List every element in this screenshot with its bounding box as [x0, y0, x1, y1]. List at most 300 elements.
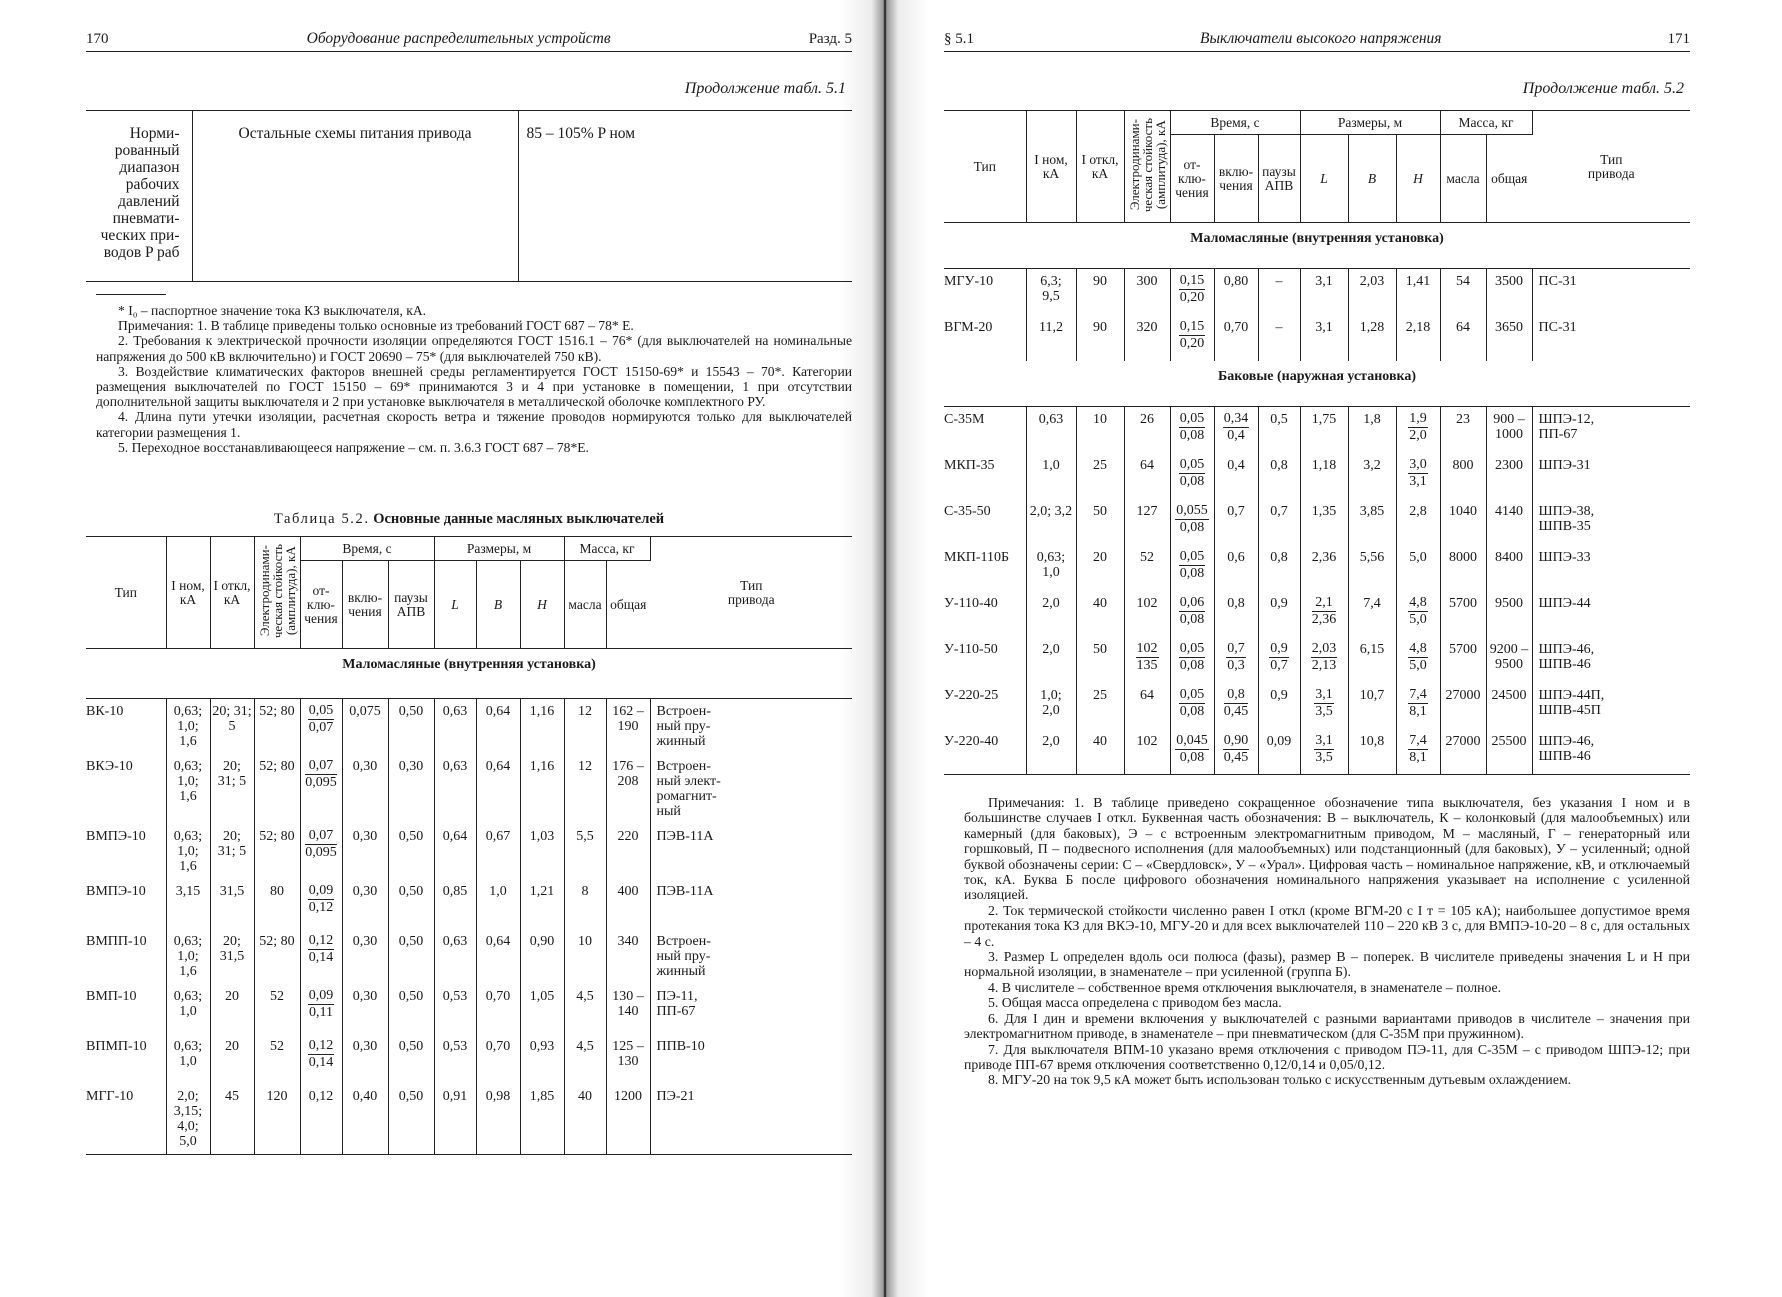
cell-mass-total-text: 340: [617, 934, 639, 950]
cell-drive: [650, 879, 852, 929]
cell-B-text: 1,28: [1359, 319, 1385, 335]
cell-B: [476, 824, 520, 879]
cell-mass-oil-text: 40: [578, 1089, 592, 1105]
cell-B-text: 0,64: [485, 759, 511, 775]
cell-drive-text: ШПЭ-33: [1538, 549, 1591, 565]
cell-time-on-fraction: [1226, 642, 1246, 673]
cell-time-off: [300, 1034, 342, 1084]
cell-type: [86, 824, 166, 879]
cell-time-off-numerator: 0,15: [1179, 318, 1205, 334]
table-header-row: [86, 537, 852, 561]
cell-inom-text: 0,63; 1,0; 1,6: [173, 704, 203, 750]
cell-L-text: 0,63: [442, 934, 468, 950]
table-row: [86, 699, 852, 755]
cell-time-apv: [388, 699, 434, 755]
cell-H-denominator: 5,0: [1409, 657, 1427, 673]
cell-L-text: 1,75: [1311, 412, 1337, 427]
left-note-1: Примечания: 1. В таблице приведены только основные из требований ГОСТ 687 – 78* Е.: [118, 318, 634, 334]
cell-time-off: [1170, 637, 1214, 683]
cell-L-denominator: 3,5: [1315, 703, 1333, 719]
cell-time-off-numerator: 0,055: [1176, 502, 1208, 518]
section-title: Баковые (наружная установка): [944, 361, 1690, 407]
cell-mass-total-text: 220: [617, 829, 639, 845]
table-row: [86, 1034, 852, 1084]
cell-type: [944, 591, 1026, 637]
cell-B: [1348, 269, 1396, 315]
cell-B: [476, 699, 520, 755]
cell-B-text: 5,56: [1359, 549, 1385, 565]
cell-time-on-denominator: 0,45: [1223, 749, 1249, 765]
cell-L-text: 1,18: [1311, 457, 1337, 473]
cell-type: [944, 315, 1026, 361]
cell-mass-total: [1486, 453, 1532, 499]
cell-inom-text: 0,63: [1038, 412, 1064, 427]
cell-mass-total-text: 1200: [614, 1089, 642, 1105]
cell-B-text: 1,0: [489, 884, 507, 900]
cell-drive: [650, 929, 852, 984]
cell-iotkl: [210, 699, 254, 755]
section-title: Маломасляные (внутренняя установка): [944, 223, 1690, 269]
cell-electro: [1124, 499, 1170, 545]
cell-time-on: [1214, 545, 1258, 591]
cell-L: [434, 929, 476, 984]
cell-electro: [254, 824, 300, 879]
cell-inom-text: 0,63; 1,0: [173, 1039, 203, 1070]
cell-electro: [254, 1084, 300, 1155]
cell-drive: [1532, 683, 1690, 729]
cell-time-off-numerator: 0,05: [1179, 548, 1205, 564]
col-time-apv-text: паузы АПВ: [1262, 163, 1296, 193]
cell-mass-total: [1486, 269, 1532, 315]
cell-type-text: ВПМП-10: [86, 1039, 147, 1055]
cell-mass-oil: [564, 754, 606, 824]
cell-L: [434, 879, 476, 929]
cell-time-off: [1170, 453, 1214, 499]
col-time-on: [342, 561, 388, 649]
cell-time-off-fraction: [1179, 596, 1206, 627]
cell-mass-oil-text: 4,5: [576, 1039, 594, 1055]
col-group-dims: Размеры, м: [434, 537, 564, 561]
right-note-4: 4. В числителе – собственное время отключения выключателя, в знаменателе – полное.: [988, 979, 1502, 995]
cell-mass-oil: [564, 984, 606, 1034]
cell-electro-text: 127: [1136, 503, 1158, 519]
col-group-mass: Масса, кг: [564, 537, 650, 561]
col-mass-oil: масла: [564, 561, 606, 649]
cell-time-off-fraction: [308, 704, 335, 735]
cell-time-off-fraction: [308, 934, 335, 965]
footnote-rule: [96, 294, 166, 295]
table52-caption: [86, 511, 852, 528]
cell-time-apv-text: –: [1275, 274, 1283, 289]
cell-iotkl: [1076, 729, 1124, 775]
cell-mass-total: [1486, 545, 1532, 591]
section-a-body: [944, 223, 1690, 361]
table-row: [944, 453, 1690, 499]
cell-time-apv: [1258, 729, 1300, 775]
cell-H: [1396, 407, 1440, 453]
cell-H-denominator: 2,0: [1409, 428, 1427, 443]
cell-time-off-numerator: 0,05: [1179, 411, 1205, 426]
table52-caption-title: Основные данные масляных выключателей: [373, 511, 665, 528]
table-row: [944, 269, 1690, 315]
cell-mass-oil: [1440, 453, 1486, 499]
cell-time-apv: [1258, 683, 1300, 729]
cell-H-numerator: 3,0: [1409, 456, 1427, 472]
cell-type: [86, 929, 166, 984]
cell-H-text: 1,16: [529, 759, 555, 775]
cell-mass-oil-text: 23: [1456, 412, 1470, 427]
col-inom: I ном, кА: [166, 537, 210, 649]
cell-time-off: [1170, 591, 1214, 637]
cell-electro-text: 64: [1140, 687, 1154, 703]
table-row: [86, 111, 852, 282]
cell-mass-oil-text: 1040: [1449, 503, 1477, 519]
cell-time-on: [1214, 499, 1258, 545]
cell-time-off: [1170, 729, 1214, 775]
cell-time-apv: [1258, 637, 1300, 683]
cell-H-text: 1,21: [529, 884, 555, 900]
cell-time-off-numerator: 0,12: [308, 1038, 334, 1054]
cell-B-text: 0,64: [485, 704, 511, 720]
cell-electro: [254, 1034, 300, 1084]
cell-time-on-fraction: [1223, 412, 1250, 443]
cell-inom-text: 0,63; 1,0; 1,6: [173, 829, 203, 875]
cell-mass-total: [606, 824, 650, 879]
cell-time-off: [300, 754, 342, 824]
col-time-on-text: вклю- чения: [1218, 163, 1254, 193]
col-time-off-text: от- клю- чения: [1175, 156, 1209, 200]
cell-time-on: [342, 1034, 388, 1084]
cell-L-denominator: 3,5: [1315, 749, 1333, 765]
cell-L-numerator: 2,03: [1311, 640, 1337, 656]
cell-time-apv-text: 0,5: [1270, 412, 1288, 427]
right-note-3: 3. Размер L определен вдоль оси полюса (фазы), размер B – поперек. В числителе приведены значения L и H при нормальной изоляции, в знаменателе – при усиленной (группа Б).: [964, 949, 1690, 980]
cell-type-text: С-35-50: [944, 503, 991, 519]
col-time-off: [300, 561, 342, 649]
cell-iotkl: [1076, 407, 1124, 453]
right-note-8: 8. МГУ-20 на ток 9,5 кА может быть использован только с искусственным дутьевым охлаждением.: [988, 1072, 1572, 1088]
cell-iotkl-text: 31,5: [219, 884, 245, 900]
cell-H-denominator: 8,1: [1409, 749, 1427, 765]
table-row: [944, 545, 1690, 591]
cell-time-off-numerator: 0,15: [1179, 273, 1205, 288]
cell-H-denominator: 5,0: [1409, 611, 1427, 627]
cell-B-text: 3,2: [1363, 457, 1381, 473]
cell-time-apv-denominator: 0,7: [1270, 657, 1288, 673]
cell-type-text: ВГМ-20: [944, 319, 993, 335]
cell-time-apv: [388, 984, 434, 1034]
cell-iotkl-text: 20; 31; 5: [217, 759, 247, 790]
right-note-6: 6. Для I дин и времени включения у выключателей с разными вариантами приводов в числителе – значения при электромагнитном приводе, в знаменателе – при пневматическом (для С-35М при пружинном).: [964, 1010, 1690, 1042]
cell-time-apv-text: 0,50: [398, 1039, 424, 1055]
cell-time-on: [342, 1084, 388, 1155]
cell-electro-text: 64: [1140, 457, 1154, 473]
cell-mass-total-text: 25500: [1491, 733, 1527, 749]
table-row: [86, 929, 852, 984]
cell-L: [1300, 683, 1348, 729]
cell-time-apv: [1258, 269, 1300, 315]
cell-mass-total-text: 3650: [1495, 319, 1523, 335]
left-page-number: 170: [86, 31, 109, 47]
cell-time-apv-text: 0,09: [1266, 733, 1292, 749]
col-H: H: [1396, 135, 1440, 223]
cell-type-text: МКП-110Б: [944, 549, 1010, 565]
cell-H: [1396, 637, 1440, 683]
cell-B-text: 10,8: [1359, 733, 1385, 749]
cell-L: [1300, 315, 1348, 361]
cell-H: [520, 699, 564, 755]
cell-H-denominator: 8,1: [1409, 703, 1427, 719]
col-iotkl: I откл, кА: [210, 537, 254, 649]
cell-electro-denominator: 135: [1136, 657, 1158, 673]
cell-H: [520, 984, 564, 1034]
cell-mass-oil: [1440, 315, 1486, 361]
cell-drive-text: ППВ-10: [656, 1039, 705, 1055]
table-row: [86, 824, 852, 879]
footnote-i0: * I₀ – паспортное значение тока КЗ выключателя, кА.: [118, 303, 427, 318]
cell-B: [1348, 453, 1396, 499]
cell-mass-total: [606, 754, 650, 824]
cell-H-fraction: [1408, 642, 1428, 673]
cell-type-text: ВК-10: [86, 704, 124, 720]
cell-drive-text: ШПЭ-46, ШПВ-46: [1538, 641, 1595, 672]
cell-time-off-fraction: [1179, 274, 1206, 305]
table-5-2: [86, 536, 852, 1155]
cell-mass-oil: [564, 824, 606, 879]
cell-B: [1348, 591, 1396, 637]
cell-drive: [650, 699, 852, 755]
col-electro: [1124, 111, 1170, 223]
cell-H-numerator: 4,8: [1409, 640, 1427, 656]
cell-H-text: 5,0: [1409, 549, 1427, 565]
cell-inom: [166, 754, 210, 824]
cell-drive: [1532, 269, 1690, 315]
cell-time-on: [342, 929, 388, 984]
cell-electro: [1124, 591, 1170, 637]
cell-drive-text: Встроен- ный пру- жинный: [656, 934, 711, 980]
cell-type-text: ВМПЭ-10: [86, 829, 146, 845]
cell-H: [1396, 591, 1440, 637]
cell-L-text: 0,64: [442, 829, 468, 845]
cell-mass-oil-text: 5,5: [576, 829, 594, 845]
cell-time-off-denominator: 0,07: [308, 720, 334, 736]
cell-electro-text: 52: [1140, 549, 1154, 565]
table51-label-text: Норми- рованный диапазон рабочих давлений пневмати- ческих при- водов P раб: [100, 125, 180, 261]
cell-mass-total-text: 900 – 1000: [1493, 412, 1525, 442]
table52-body: [86, 649, 852, 1155]
table-5-2-continuation: [944, 110, 1690, 775]
cell-H: [1396, 499, 1440, 545]
cell-electro-text: 300: [1136, 274, 1158, 289]
cell-time-apv-text: 0,9: [1270, 595, 1288, 611]
cell-H-numerator: 7,4: [1409, 686, 1427, 702]
cell-B-text: 0,70: [485, 989, 511, 1005]
cell-B-text: 3,85: [1359, 503, 1385, 519]
cell-H: [1396, 545, 1440, 591]
cell-mass-total-text: 130 – 140: [612, 989, 644, 1020]
cell-B-text: 7,4: [1363, 595, 1381, 611]
cell-time-on-text: 0,7: [1227, 503, 1245, 519]
cell-mass-total: [1486, 683, 1532, 729]
cell-time-off-fraction: [308, 989, 335, 1020]
cell-mass-total: [1486, 591, 1532, 637]
cell-B: [476, 1084, 520, 1155]
cell-time-off-denominator: 0,14: [308, 1055, 334, 1071]
cell-type: [86, 754, 166, 824]
cell-time-apv-text: 0,8: [1270, 549, 1288, 565]
cell-iotkl-text: 40: [1093, 595, 1107, 611]
cell-B: [1348, 637, 1396, 683]
cell-inom: [166, 929, 210, 984]
cell-time-off-numerator: 0,05: [1179, 456, 1205, 472]
cell-drive-text: Встроен- ный элект- ромагнит- ный: [656, 759, 721, 820]
cell-time-on-fraction: [1223, 734, 1250, 765]
col-electro-text: Электродинами- ческая стойкость (амплитуда), кА: [1126, 117, 1168, 213]
cell-B-text: 0,64: [485, 934, 511, 950]
cell-inom-text: 1,0: [1042, 457, 1060, 473]
cell-inom-text: 2,0: [1042, 595, 1060, 611]
cell-type: [86, 1084, 166, 1155]
cell-time-on: [342, 754, 388, 824]
cell-iotkl: [1076, 591, 1124, 637]
cell-L: [434, 1084, 476, 1155]
cell-mass-oil: [1440, 637, 1486, 683]
cell-inom: [1026, 591, 1076, 637]
col-time-off: [1170, 135, 1214, 223]
cell-H-fraction: [1408, 596, 1428, 627]
cell-L: [1300, 499, 1348, 545]
cell-drive-text: ШПЭ-38, ШПВ-35: [1538, 503, 1595, 534]
cell-drive: [1532, 453, 1690, 499]
cell-mass-oil-text: 800: [1452, 457, 1474, 473]
cell-mass-oil-text: 64: [1456, 319, 1470, 335]
cell-time-off: [300, 879, 342, 929]
right-running-title: Выключатели высокого напряжения: [1200, 30, 1442, 47]
cell-H-numerator: 1,9: [1409, 411, 1427, 426]
cell-time-off: [1170, 315, 1214, 361]
cell-time-on: [1214, 683, 1258, 729]
left-note-2: 2. Требования к электрической прочности изоляции определяются ГОСТ 1516.1 – 76* (для выключателей на номинальные напряжения до 500 кВ включительно) и ГОСТ 20690 – 75* (для выключателей 750 кВ).: [96, 333, 852, 364]
cell-inom: [1026, 545, 1076, 591]
cell-time-apv: [1258, 407, 1300, 453]
col-mass-total: общая: [606, 561, 650, 649]
cell-time-apv: [1258, 545, 1300, 591]
right-running-header: [944, 30, 1690, 52]
cell-time-on-text: 0,30: [352, 1039, 378, 1055]
cell-time-off-numerator: 0,07: [305, 759, 337, 775]
cell-L: [1300, 729, 1348, 775]
cell-time-on-text: 0,30: [352, 989, 378, 1005]
cell-time-off: [300, 929, 342, 984]
col-group-time: Время, с: [300, 537, 434, 561]
cell-L-numerator: 3,1: [1315, 686, 1333, 702]
cell-time-off-fraction: [305, 759, 337, 790]
cell-inom: [166, 984, 210, 1034]
cell-inom: [1026, 269, 1076, 315]
cell-mass-oil-text: 54: [1456, 274, 1470, 289]
cell-time-on-denominator: 0,3: [1227, 657, 1245, 673]
cell-time-on: [342, 984, 388, 1034]
cell-H-text: 1,41: [1405, 274, 1431, 289]
cell-mass-oil: [1440, 269, 1486, 315]
cell-inom: [166, 1034, 210, 1084]
cell-time-apv: [388, 824, 434, 879]
cell-time-apv: [388, 879, 434, 929]
col-inom: I ном, кА: [1026, 111, 1076, 223]
cell-L-text: 0,53: [442, 1039, 468, 1055]
cell-drive-text: ПЭВ-11А: [656, 829, 714, 845]
cell-time-on-numerator: 0,90: [1223, 732, 1249, 748]
cell-type-text: ВМПП-10: [86, 934, 147, 950]
cell-B: [1348, 729, 1396, 775]
cell-type-text: ВКЭ-10: [86, 759, 133, 775]
cell-mass-oil: [1440, 499, 1486, 545]
cell-time-on-text: 0,30: [352, 934, 378, 950]
cell-drive-text: ПЭВ-11А: [656, 884, 714, 900]
col-time-on-text: вклю- чения: [347, 589, 383, 619]
cell-B-text: 1,8: [1363, 412, 1381, 427]
col-type: Тип: [944, 111, 1026, 223]
cell-time-on-denominator: 0,4: [1227, 428, 1245, 443]
cell-iotkl: [210, 824, 254, 879]
cell-iotkl-text: 90: [1093, 274, 1107, 289]
col-B: B: [1348, 135, 1396, 223]
cell-time-on-text: 0,4: [1227, 457, 1245, 473]
cell-iotkl-text: 40: [1093, 733, 1107, 749]
cell-drive: [1532, 499, 1690, 545]
cell-mass-total-text: 125 – 130: [612, 1039, 644, 1070]
cell-time-off-fraction: [1179, 320, 1206, 351]
cell-inom-text: 1,0; 2,0: [1040, 687, 1062, 718]
cell-iotkl: [1076, 637, 1124, 683]
cell-L-fraction: [1312, 596, 1337, 627]
cell-mass-oil: [564, 1034, 606, 1084]
cell-mass-total: [1486, 315, 1532, 361]
cell-L: [1300, 545, 1348, 591]
cell-type-text: У-110-40: [944, 595, 998, 611]
cell-inom: [166, 879, 210, 929]
cell-mass-total-text: 8400: [1495, 549, 1523, 565]
cell-H-fraction: [1408, 412, 1428, 443]
cell-time-off: [300, 699, 342, 755]
cell-time-off-denominator: 0,08: [1179, 611, 1205, 627]
cell-B-text: 10,7: [1359, 687, 1385, 703]
cell-L-numerator: 2,1: [1312, 596, 1337, 612]
cell-type: [944, 499, 1026, 545]
right-notes: [944, 795, 1690, 1088]
cell-electro-text: 52; 80: [259, 829, 295, 845]
cell-time-off-numerator: 0,045: [1176, 732, 1208, 748]
col-B: B: [476, 561, 520, 649]
cell-time-off-denominator: 0,08: [1179, 657, 1205, 673]
cell-B: [476, 984, 520, 1034]
cell-mass-total: [1486, 729, 1532, 775]
cell-mass-total: [1486, 637, 1532, 683]
cell-inom: [166, 1084, 210, 1155]
left-notes: [86, 303, 852, 455]
cell-time-apv-text: 0,9: [1270, 687, 1288, 703]
cell-time-apv: [1258, 315, 1300, 361]
cell-mass-oil: [1440, 545, 1486, 591]
cell-H: [1396, 683, 1440, 729]
cell-time-on-text: 0,30: [352, 884, 378, 900]
cell-time-off-denominator: 0,12: [308, 900, 334, 916]
table-row: [944, 499, 1690, 545]
cell-iotkl: [1076, 499, 1124, 545]
cell-time-off-fraction: [1179, 550, 1206, 581]
cell-drive: [1532, 407, 1690, 453]
cell-electro-text: 26: [1140, 412, 1154, 427]
